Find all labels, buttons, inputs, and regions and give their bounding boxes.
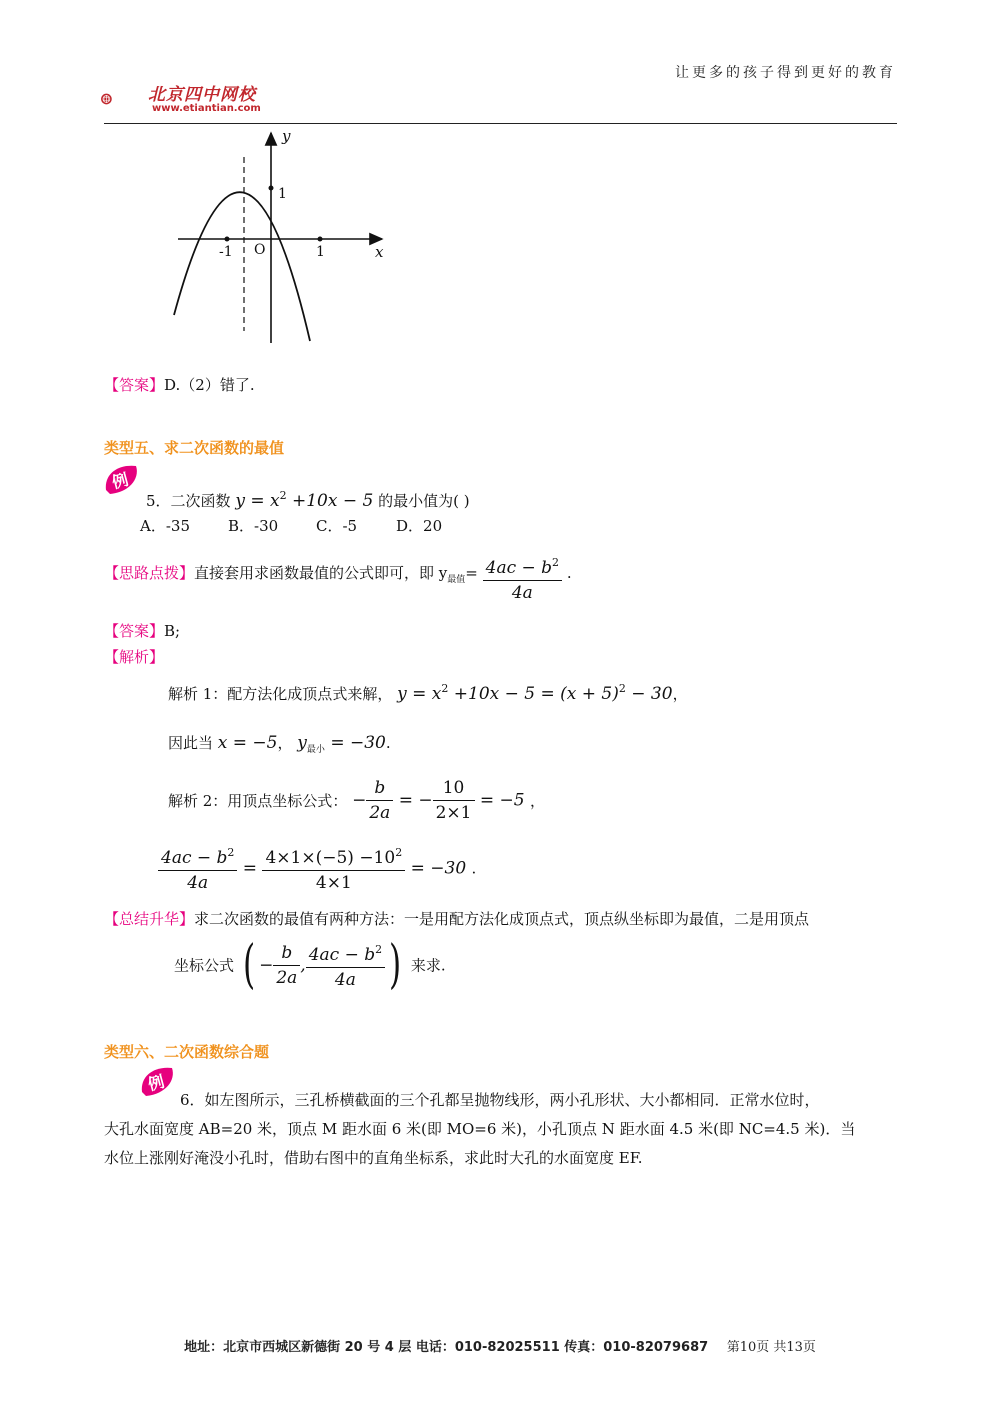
method-2-calc-end: .: [471, 859, 477, 878]
logo-name: 北京四中网校: [148, 85, 256, 105]
example-badge-icon: [138, 1064, 178, 1098]
summary-tag: 【总结升华】: [104, 910, 195, 928]
footer: [140, 1336, 860, 1355]
origin-label: O: [254, 242, 266, 258]
hint-end: .: [566, 564, 572, 582]
method-1-end: ，: [672, 685, 688, 703]
option-b: B．-30: [228, 517, 279, 535]
tick-one-x: 1: [316, 244, 325, 260]
example-5-question: [146, 485, 470, 512]
method-2-end: ，: [530, 792, 546, 810]
example-6-line-1: 6．如左图所示，三孔桥横截面的三个孔都呈抛物线形，两小孔形状、大小都相同．正常水位时，: [180, 1091, 820, 1109]
summary-formula-line: [174, 935, 446, 995]
analysis-method-1: [168, 678, 688, 705]
method-1-equation: $y = x^2 +10x - 5 = (x + 5)^2 - 30$: [397, 682, 673, 704]
parabola-curve: [174, 192, 310, 341]
thus-end: .: [385, 734, 391, 752]
hint-sub: 最值: [447, 575, 466, 585]
x-axis-label: x: [375, 243, 384, 261]
quadratic-function: $y = x^2 +10x - 5$: [235, 489, 374, 511]
logo-emblem: [100, 76, 148, 122]
point-one-y: [269, 186, 274, 191]
point-neg-one: [225, 237, 230, 242]
answer-4-line: [104, 374, 255, 396]
hint-5-line: [104, 551, 572, 605]
tick-neg-one: -1: [219, 244, 233, 260]
summary-5-line: [104, 908, 809, 930]
header-rule: [104, 123, 897, 124]
analysis-method-2: [168, 776, 545, 825]
thus-text: 因此当: [168, 734, 214, 752]
example-6-line-2: 大孔水面宽度 AB=20 米，顶点 M 距水面 6 米(即 MO=6 米)，小孔顶点 N 距水面 4.5 米(即 NC=4.5 米)．当: [104, 1120, 856, 1138]
hint-eq: =: [465, 564, 478, 582]
method-2-text: 解析 2：用顶点坐标公式：: [168, 792, 348, 810]
hint-tag: 【思路点拨】: [104, 564, 195, 582]
section-6-title: 类型六、二次函数综合题: [104, 1043, 270, 1061]
answer-tag: 【答案】: [104, 376, 165, 394]
method-2-equation: − $\frac{b}{2a}$ = − $\frac{10}{2\times 1}$ = −5: [352, 778, 525, 823]
answer-5-tag: 【答案】: [104, 622, 165, 640]
answer-text: D.（2）错了.: [164, 376, 255, 394]
example-6-line-3: 水位上涨刚好淹没小孔时，借助右图中的直角坐标系，求此时大孔的水面宽度 EF.: [104, 1149, 643, 1167]
vertex-formula: ( − $\frac{b}{2a}$ , $\frac{4ac - b^2}{4a}$ ): [242, 935, 402, 995]
thus-y-min: $y_{最小} = -30$: [297, 733, 386, 755]
section-5-title: 类型五、求二次函数的最值: [104, 439, 285, 457]
point-one-x: [318, 237, 323, 242]
question-suffix: 的最小值为( ): [378, 492, 470, 510]
summary-text: 求二次函数的最值有两种方法：一是用配方法化成顶点式，顶点纵坐标即为最值，二是用顶点: [194, 910, 810, 928]
y-axis-label: y: [282, 127, 291, 145]
svg-text:例: 例: [146, 1071, 167, 1095]
option-c: C．-5: [316, 517, 358, 535]
extremum-formula: $\frac{4ac - b^2}{4a}$: [483, 551, 562, 605]
footer-page-number: 第10页 共13页: [726, 1340, 816, 1355]
thus-comma: ，: [277, 734, 293, 752]
question-prefix: 5．二次函数: [146, 492, 231, 510]
answer-5-line: [104, 620, 180, 642]
example-5-options: [140, 515, 442, 537]
option-d: D．20: [396, 517, 443, 535]
header-slogan: 让更多的孩子得到更好的教育: [675, 65, 896, 81]
example-badge-icon: [102, 462, 142, 496]
tick-one-y: 1: [278, 186, 287, 202]
analysis-method-2-calc: [158, 841, 476, 895]
answer-5-text: B;: [164, 622, 181, 640]
thus-x-value: x = −5: [217, 733, 278, 753]
hint-text: 直接套用求函数最值的公式即可，即 y: [194, 564, 448, 582]
footer-address: 地址：北京市西城区新德街 20 号 4 层 电话：010-82025511 传真：010-82079687: [184, 1340, 709, 1355]
analysis-thus-line: [168, 732, 391, 761]
summary-line2-text: 坐标公式: [174, 956, 235, 975]
svg-text:例: 例: [110, 469, 131, 493]
logo-url: www.etiantian.com: [152, 103, 261, 114]
option-a: A．-35: [140, 517, 190, 535]
summary-end: 来求.: [410, 956, 446, 975]
analysis-tag: 【解析】: [104, 648, 165, 666]
method-1-text: 解析 1：配方法化成顶点式来解，: [168, 685, 393, 703]
parabola-graph: [170, 125, 400, 350]
method-2-calculation: $\frac{4ac - b^2}{4a}$ = $\frac{4\times 1\times(-5) -10^2}{4\times 1}$ = −30: [158, 858, 472, 878]
